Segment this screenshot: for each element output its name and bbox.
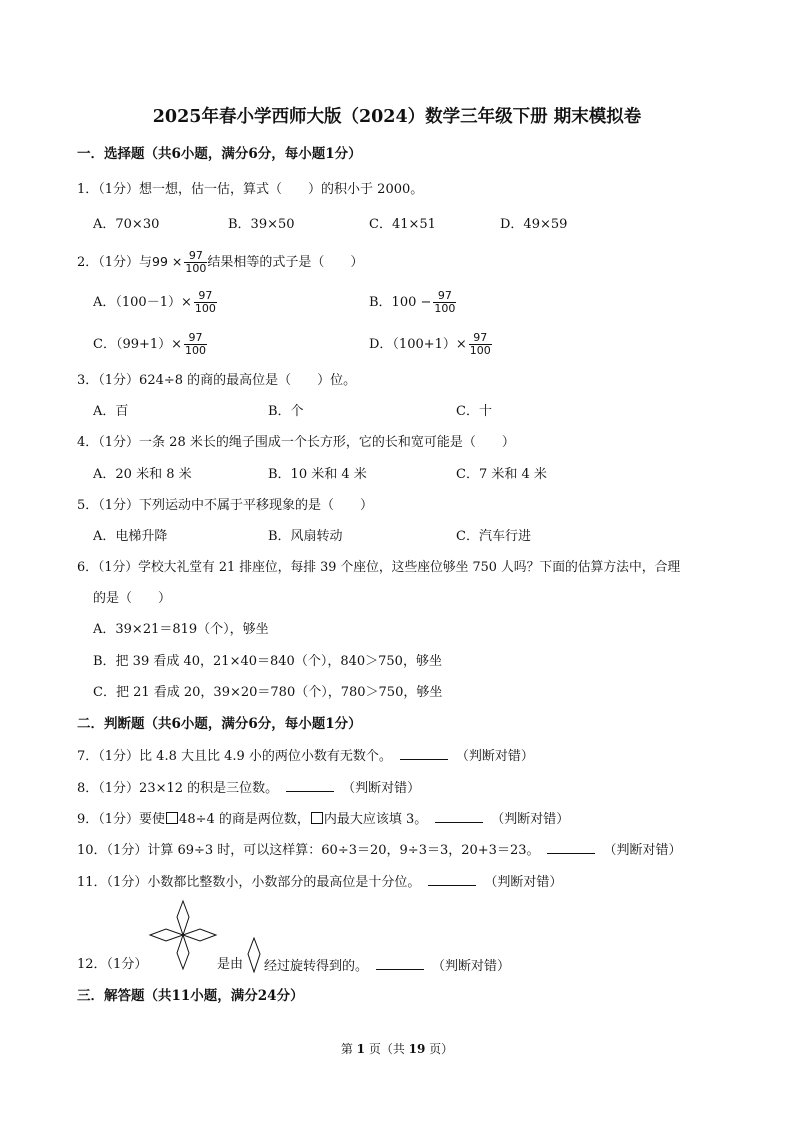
question-2-option-b [369, 287, 456, 319]
question-3-option-c: C．十 [456, 404, 492, 419]
question-10-text: 10．（1分）计算 69÷3 时，可以这样算：60÷3＝20，9÷3＝3，20+3＝23。 [77, 843, 540, 858]
fraction-denominator: 100 [194, 302, 216, 315]
single-rhombus-figure [246, 937, 262, 973]
judge-label: （判断对错） [432, 959, 511, 974]
total-page-count: 19 [408, 1042, 426, 1056]
option-a-fraction [194, 290, 217, 315]
question-2-fraction [184, 250, 207, 275]
question-4-option-b: B．10 米和 4 米 [268, 467, 367, 482]
question-1-option-a: A．70×30 [93, 217, 160, 232]
question-3-option-a: A．百 [93, 404, 129, 419]
fraction-numerator: 97 [473, 331, 488, 344]
footer-text-a: 第 [340, 1042, 357, 1056]
question-2-stem [77, 246, 363, 279]
judge-label: （判断对错） [484, 875, 563, 890]
question-6-option-a: A．39×21＝819（个），够坐 [93, 622, 269, 637]
judge-label: （判断对错） [603, 843, 682, 858]
empty-box-icon [166, 812, 178, 824]
question-6-stem: 6．（1分）学校大礼堂有 21 排座位，每排 39 个座位，这些座位够坐 750 人吗？下面的估算方法中，合理 [77, 560, 681, 575]
question-12-suffix: 经过旋转得到的。 [264, 959, 369, 974]
fraction-denominator: 100 [185, 344, 207, 357]
footer-text-c: 页） [425, 1042, 454, 1056]
judge-label: （判断对错） [491, 812, 570, 827]
question-9 [77, 810, 569, 828]
fraction-denominator: 100 [469, 344, 491, 357]
question-5-stem: 5．（1分）下列运动中不属于平移现象的是（ ） [77, 498, 374, 513]
judge-label: （判断对错） [455, 749, 534, 764]
fraction-numerator: 97 [188, 249, 203, 262]
question-9-text-a: 9．（1分）要使 [77, 812, 166, 827]
fraction-denominator: 100 [434, 302, 456, 315]
rhombus-top [177, 901, 189, 935]
page-title: 2025年春小学西师大版（2024）数学三年级下册 期末模拟卷 [152, 107, 642, 127]
rhombus-left [150, 929, 183, 941]
question-4-option-c: C．7 米和 4 米 [456, 467, 547, 482]
question-4-stem: 4．（1分）一条 28 米长的绳子围成一个长方形，它的长和宽可能是（ ） [77, 435, 515, 450]
answer-blank[interactable] [547, 841, 595, 854]
question-2-option-c [93, 329, 207, 361]
question-6-stem-continued: 的是（ ） [93, 591, 172, 606]
option-c-expression: C．（99+1）× [93, 337, 183, 352]
answer-blank[interactable] [400, 747, 448, 760]
fraction-numerator: 97 [198, 289, 213, 302]
question-11-text: 11．（1分）小数都比整数小，小数部分的最高位是十分位。 [77, 875, 421, 890]
question-1-stem: 1．（1分）想一想，估一估，算式（ ）的积小于 2000。 [77, 182, 424, 197]
question-9-text-b: 48÷4 的商是两位数， [179, 812, 310, 827]
question-5-option-c: C．汽车行进 [456, 529, 531, 544]
judge-label: （判断对错） [342, 781, 421, 796]
rotated-rhombus-figure [148, 899, 218, 971]
question-3-stem: 3．（1分）624÷8 的商的最高位是（ ）位。 [77, 373, 357, 388]
question-9-text-c: 内最大应该填 3。 [323, 812, 428, 827]
question-8-text: 8．（1分）23×12 的积是三位数。 [77, 781, 279, 796]
answer-blank[interactable] [376, 957, 424, 970]
question-3-option-b: B．个 [268, 404, 304, 419]
question-5-option-b: B．风扇转动 [268, 529, 343, 544]
option-d-expression: D．（100+1）× [369, 337, 467, 352]
page-footer [0, 1040, 794, 1057]
question-12-prefix: 12．（1分） [77, 957, 148, 972]
option-d-fraction [469, 332, 492, 357]
answer-blank[interactable] [428, 873, 476, 886]
answer-blank[interactable] [435, 810, 483, 823]
question-4-option-a: A．20 米和 8 米 [93, 467, 192, 482]
section-heading-true-false: 二．判断题（共6小题，满分6分，每小题1分） [77, 716, 362, 732]
answer-blank[interactable] [286, 779, 334, 792]
section-heading-choice: 一．选择题（共6小题，满分6分，每小题1分） [77, 146, 362, 162]
question-10 [77, 841, 682, 859]
question-2-option-a [93, 287, 217, 319]
question-5-option-a: A．电梯升降 [93, 529, 168, 544]
footer-text-b: 页（共 [365, 1042, 409, 1056]
question-12-mid: 是由 [217, 957, 244, 972]
fraction-denominator: 100 [185, 262, 207, 275]
option-b-fraction [433, 290, 456, 315]
question-2-prefix: 2．（1分）与 [77, 255, 153, 270]
question-7 [77, 747, 534, 765]
question-2-option-d [369, 329, 492, 361]
question-6-option-b: B．把 39 看成 40，21×40＝840（个），840＞750，够坐 [93, 654, 442, 669]
question-1-option-b: B．39×50 [228, 217, 295, 232]
option-b-expression: B．100 − [369, 295, 432, 310]
option-c-fraction [184, 332, 207, 357]
section-heading-solve: 三．解答题（共11小题，满分24分） [77, 988, 304, 1004]
question-2-suffix: 结果相等的式子是（ ） [207, 255, 364, 270]
empty-box-icon [311, 812, 323, 824]
question-1-option-c: C．41×51 [369, 217, 436, 232]
question-2-expression: 99 × [152, 254, 183, 269]
rhombus-bottom [177, 935, 189, 969]
fraction-numerator: 97 [437, 289, 452, 302]
fraction-numerator: 97 [188, 331, 203, 344]
question-6-option-c: C．把 21 看成 20，39×20＝780（个），780＞750，够坐 [93, 685, 443, 700]
rhombus-right [183, 929, 216, 941]
question-8 [77, 779, 420, 797]
current-page-number: 1 [356, 1042, 365, 1056]
option-a-expression: A．（100－1）× [93, 295, 192, 310]
question-1-option-d: D．49×59 [500, 217, 568, 232]
question-7-text: 7．（1分）比 4.8 大且比 4.9 小的两位小数有无数个。 [77, 749, 392, 764]
question-11 [77, 873, 562, 891]
question-12-tail-group [264, 957, 510, 975]
